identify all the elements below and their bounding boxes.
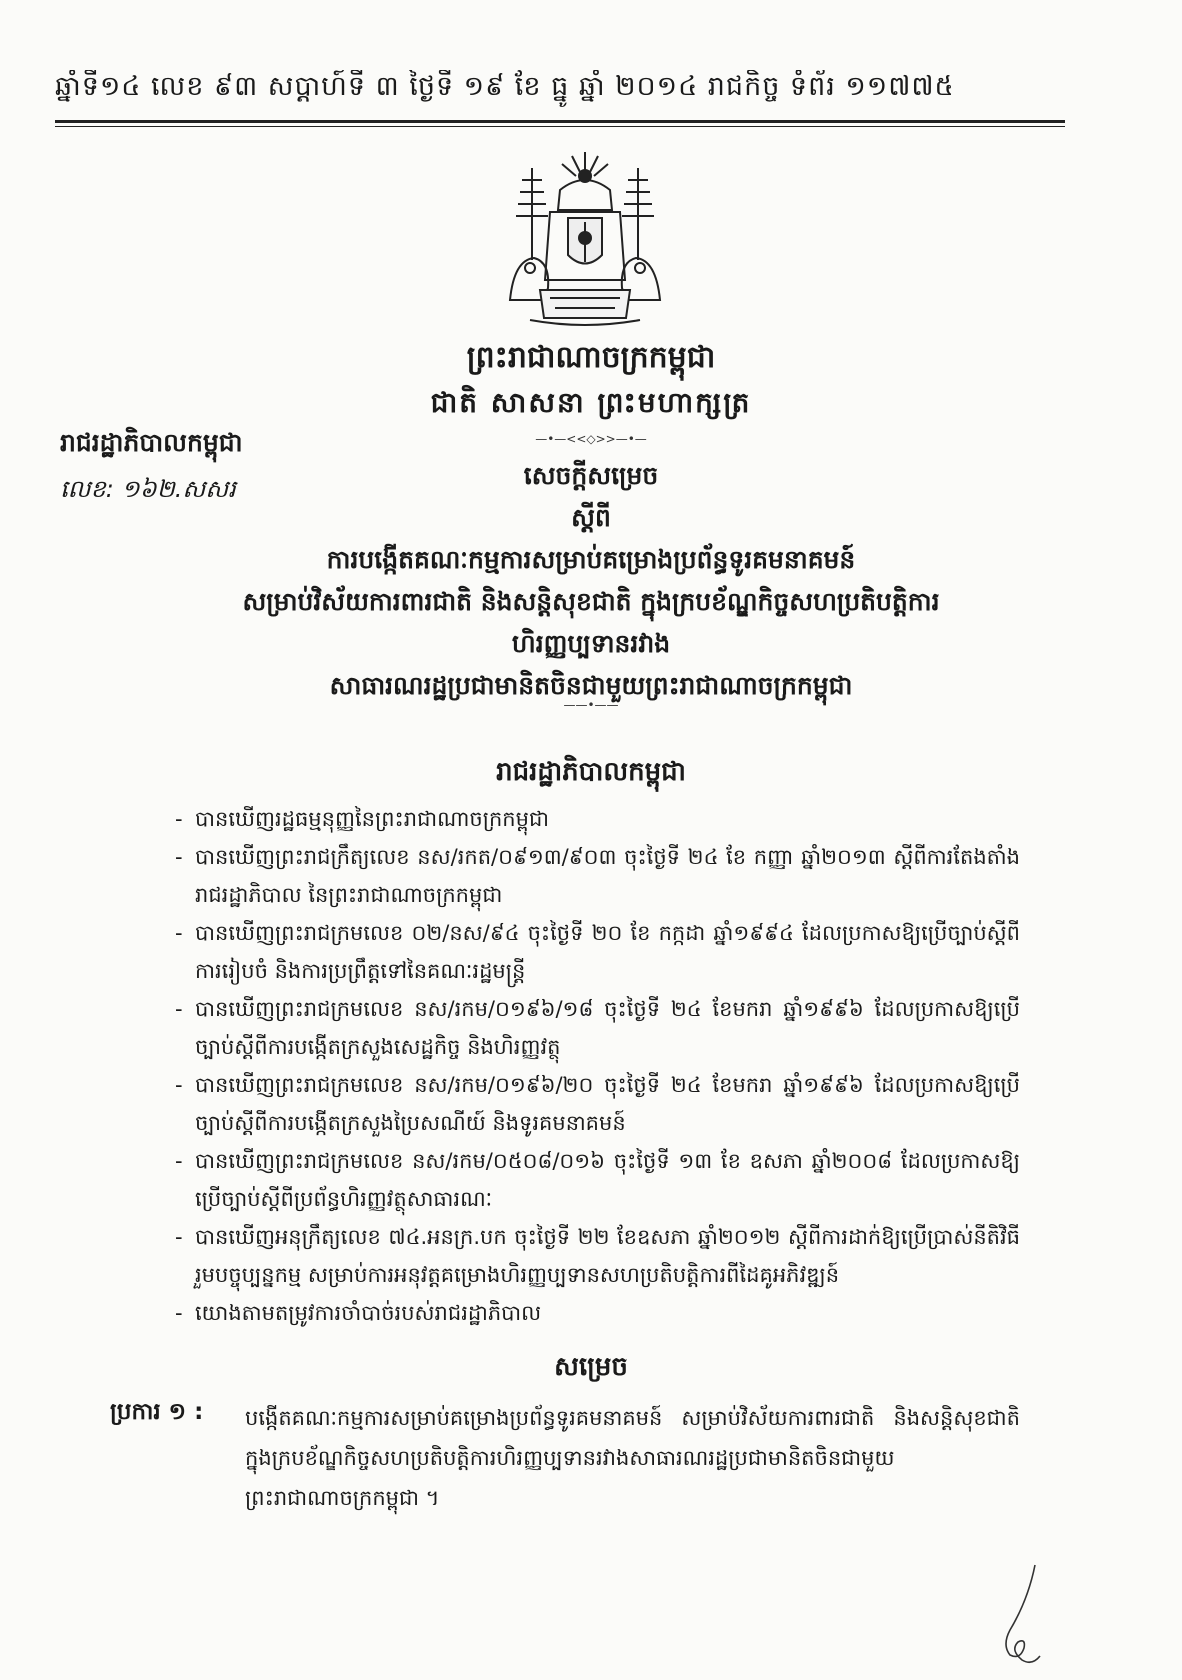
title-about: ស្តីពី [571, 503, 611, 532]
ornament-divider: —•—<<◇>>—•— [535, 432, 647, 446]
title-line-4: សាធារណរដ្ឋប្រជាមានិតចិនជាមួយព្រះរាជាណាចក្រកម្ពុជា [329, 671, 853, 700]
document-type: សេចក្តីសម្រេច [523, 461, 659, 490]
government-heading: រាជរដ្ឋាភិបាលកម្ពុជា [496, 757, 686, 787]
article-1 [110, 1398, 1020, 1518]
consideration-item: - បានឃើញព្រះរាជក្រឹត្យលេខ នស/រកត/០៩១៣/៩០៣ ចុះថ្ងៃទី ២៤ ខែ កញ្ញា ឆ្នាំ២០១៣ ស្តីពីការតែងតាំងរាជរដ្ឋាភិបាល នៃព្រះរាជាណាចក្រកម្ពុជា [175, 838, 1020, 914]
title-line-2: សម្រាប់វិស័យការពារជាតិ និងសន្តិសុខជាតិ ក្នុងក្របខ័ណ្ឌកិច្ចសហប្រតិបត្តិការ [242, 587, 940, 616]
title-line-1: ការបង្កើតគណៈកម្មការសម្រាប់គម្រោងប្រព័ន្ធទូរគមនាគមន៍ [326, 545, 856, 574]
consideration-item: - បានឃើញព្រះរាជក្រមលេខ ០២/នស/៩៤ ចុះថ្ងៃទី ២០ ខែ កក្កដា ឆ្នាំ១៩៩៤ ដែលប្រកាសឱ្យប្រើច្បាប់ស្តីពីការរៀបចំ និងការប្រព្រឹត្តទៅនៃគណៈរដ្ឋមន្ត្រី [175, 914, 1020, 990]
consideration-item: - យោងតាមតម្រូវការចាំបាច់របស់រាជរដ្ឋាភិបាល [175, 1294, 1020, 1332]
consideration-item: - បានឃើញព្រះរាជក្រមលេខ នស/រកម/០៥០៨/០១៦ ចុះថ្ងៃទី ១៣ ខែ ឧសភា ឆ្នាំ២០០៨ ដែលប្រកាសឱ្យប្រើច្បាប់ស្តីពីប្រព័ន្ធហិរញ្ញវត្ថុសាធារណៈ [175, 1142, 1020, 1218]
ornament-divider-small: ——•—— [563, 698, 619, 712]
header-rule-thin [55, 126, 1065, 127]
decision-number: លេខ: ១៦២.សសរ [60, 475, 236, 503]
header-rule [55, 120, 1065, 123]
handwritten-initial-signature [980, 1560, 1060, 1670]
considerations-list [175, 800, 1020, 1332]
decision-title [120, 455, 1062, 707]
gazette-header: ឆ្នាំទី១៤ លេខ ៩៣ សប្តាហ៍ទី ៣ ថ្ងៃទី ១៩ ខែ ធ្នូ ឆ្នាំ ២០១៤ រាជកិច្ច ទំព័រ ១១៧៧៥ [55, 71, 955, 102]
decision-heading: សម្រេច [554, 1352, 628, 1382]
royal-coat-of-arms-emblem [500, 150, 670, 330]
consideration-item: - បានឃើញរដ្ឋធម្មនុញ្ញនៃព្រះរាជាណាចក្រកម្ពុជា [175, 800, 1020, 838]
consideration-item: - បានឃើញព្រះរាជក្រមលេខ នស/រកម/០១៩៦/១៨ ចុះថ្ងៃទី ២៤ ខែមករា ឆ្នាំ១៩៩៦ ដែលប្រកាសឱ្យប្រើច្បាប់ស្តីពីការបង្កើតក្រសួងសេដ្ឋកិច្ច និងហិរញ្ញវត្ថុ [175, 990, 1020, 1066]
article-label: ប្រការ ១ : [110, 1399, 204, 1425]
issuer-name: រាជរដ្ឋាភិបាលកម្ពុជា [60, 428, 243, 457]
kingdom-name: ព្រះរាជាណាចក្រកម្ពុជា [466, 340, 716, 375]
national-motto: ជាតិ សាសនា ព្រះមហាក្សត្រ [430, 386, 752, 419]
article-text: បង្កើតគណៈកម្មការសម្រាប់គម្រោងប្រព័ន្ធទូរគមនាគមន៍ សម្រាប់វិស័យការពារជាតិ និងសន្តិសុខជាតិ ក្នុងក្របខ័ណ្ឌកិច្ចសហប្រតិបត្តិការហិរញ្ញប្បទានរវាងសាធារណរដ្ឋប្រជាមានិតចិនជាមួយព្រះរាជាណាចក្រកម្ពុជា ។ [245, 1406, 1020, 1510]
consideration-item: - បានឃើញអនុក្រឹត្យលេខ ៧៤.អនក្រ.បក ចុះថ្ងៃទី ២២ ខែឧសភា ឆ្នាំ២០១២ ស្តីពីការដាក់ឱ្យប្រើប្រាស់នីតិវិធីរួមបច្ចុប្បន្នកម្ម សម្រាប់ការអនុវត្តគម្រោងហិរញ្ញប្បទានសហប្រតិបត្តិការពីដៃគូអភិវឌ្ឍន៍ [175, 1218, 1020, 1294]
title-line-3: ហិរញ្ញប្បទានរវាង [511, 629, 671, 658]
consideration-item: - បានឃើញព្រះរាជក្រមលេខ នស/រកម/០១៩៦/២០ ចុះថ្ងៃទី ២៤ ខែមករា ឆ្នាំ១៩៩៦ ដែលប្រកាសឱ្យប្រើច្បាប់ស្តីពីការបង្កើតក្រសួងប្រៃសណីយ៍ និងទូរគមនាគមន៍ [175, 1066, 1020, 1142]
